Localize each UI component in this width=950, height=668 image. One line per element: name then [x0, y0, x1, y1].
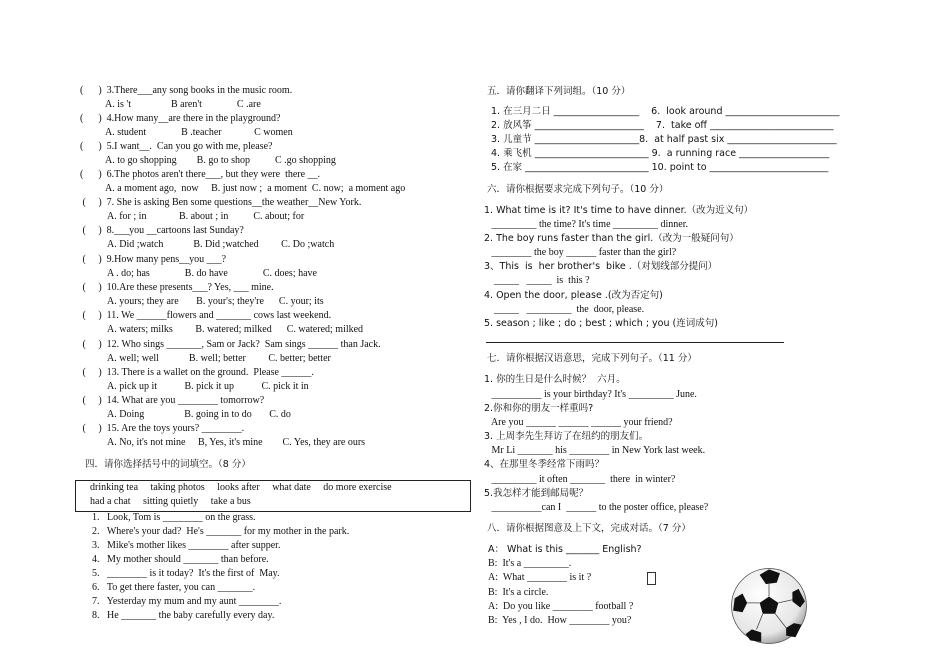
rewrite-line-3: 2. The boy runs faster than the girl.（改为一般疑问句） — [484, 233, 739, 244]
mc-question-9: ( ) 9.How many pens__you ___? — [80, 254, 227, 265]
fill-item-5: 5. ________ is it today? It's the first of May. — [92, 568, 280, 579]
mc-options-4: A. student B .teacher C women — [105, 127, 293, 138]
word-choice-row-2: had a chat sitting quietly take a bus — [90, 496, 251, 507]
section-5-title: 五．请你翻译下列词组。（10 分） — [487, 86, 631, 97]
answer-underline — [486, 342, 784, 343]
fill-item-7: 7. Yesterday my mum and my aunt ________. — [92, 596, 282, 607]
mc-question-4: ( ) 4.How many__are there in the playground? — [80, 113, 281, 124]
dialog-line-1: A： What is this _______ English? — [488, 544, 642, 555]
fill-item-6: 6. To get there faster, you can _______. — [92, 582, 256, 593]
complete-line-2: __________ is your birthday? It's _________ June. — [484, 389, 697, 400]
mc-options-14: A. Doing B. going in to do C. do — [107, 409, 291, 420]
mc-options-11: A. waters; milks B. watered; milked C. watered; milked — [107, 324, 364, 335]
fill-item-4: 4. My mother should _______ than before. — [92, 554, 269, 565]
rewrite-line-9: 5. season ; like ; do ; best ; which ; you (连词成句) — [484, 318, 718, 329]
fill-item-3: 3. Mike's mother likes ________ after supper. — [92, 540, 281, 551]
translate-row-3: 3. 儿童节 ______________________8. at half past six _______________________ — [491, 134, 837, 145]
dialog-line-4: B: It's a circle. — [488, 587, 549, 598]
mc-options-15: A. No, it's not mine B, Yes, it's mine C. Yes, they are ours — [107, 437, 366, 448]
mc-options-5: A. to go shopping B. go to shop C .go shopping — [105, 155, 336, 166]
soccer-ball-icon — [730, 567, 808, 645]
complete-line-8: _________ it often _______ there in winter? — [484, 474, 676, 485]
rewrite-line-8: _____ _________ the door, please. — [484, 304, 645, 315]
rewrite-line-6: _____ _____ is this ? — [484, 275, 590, 286]
word-choice-row-1: drinking tea taking photos looks after what date do more exercise — [90, 482, 392, 493]
section-4-title: 四．请你选择括号中的词填空。（8 分） — [85, 459, 251, 470]
complete-line-6: Mr Li _______ his ________ in New York last week. — [484, 445, 706, 456]
translate-row-1: 1. 在三月二日 __________________ 6. look around ________________________ — [491, 106, 840, 117]
empty-box-icon — [647, 572, 656, 585]
mc-options-6: A. a moment ago, now B. just now ; a moment C. now; a moment ago — [105, 183, 406, 194]
mc-question-8: ( ) 8.___you __cartoons last Sunday? — [80, 225, 244, 236]
mc-question-7: ( ) 7. She is asking Ben some questions__the weather__New York. — [80, 197, 362, 208]
mc-question-14: ( ) 14. What are you ________ tomorrow? — [80, 395, 265, 406]
fill-item-8: 8. He _______ the baby carefully every day. — [92, 610, 275, 621]
section-7-title: 七．请你根据汉语意思，完成下列句子。（11 分） — [487, 353, 697, 364]
fill-item-2: 2. Where's your dad? He's _______ for my mother in the park. — [92, 526, 350, 537]
complete-line-3: 2.你和你的朋友一样重吗? — [484, 403, 594, 414]
translate-row-5: 5. 在家 __________________________ 10. point to _________________________ — [491, 162, 829, 173]
dialog-line-3: A: What ________ is it ? — [488, 572, 592, 583]
mc-question-15: ( ) 15. Are the toys yours? ________. — [80, 423, 245, 434]
dialog-line-5: A: Do you like ________ football ? — [488, 601, 634, 612]
section-8-title: 八．请你根据图意及上下文，完成对话。（7 分） — [487, 523, 691, 534]
mc-question-11: ( ) 11. We ______flowers and _______ cows last weekend. — [80, 310, 332, 321]
mc-question-6: ( ) 6.The photos aren't there___, but they were there __. — [80, 169, 321, 180]
mc-question-3: ( ) 3.There___any song books in the music room. — [80, 85, 293, 96]
mc-options-13: A. pick up it B. pick it up C. pick it in — [107, 381, 309, 392]
translate-row-4: 4. 乘飞机 ________________________ 9. a running race ___________________ — [491, 148, 830, 159]
fill-item-1: 1. Look, Tom is ________ on the grass. — [92, 512, 256, 523]
mc-options-10: A. yours; they are B. your's; they're C. your; its — [107, 296, 324, 307]
mc-question-5: ( ) 5.I want__. Can you go with me, please? — [80, 141, 273, 152]
mc-options-7: A. for ; in B. about ; in C. about; for — [107, 211, 305, 222]
rewrite-line-4: ________ the boy ______ faster than the girl? — [484, 247, 677, 258]
mc-options-12: A. well; well B. well; better C. better; better — [107, 353, 331, 364]
complete-line-5: 3. 上周李先生拜访了在纽约的朋友们。 — [484, 431, 649, 442]
mc-question-13: ( ) 13. There is a wallet on the ground. Please ______. — [80, 367, 314, 378]
mc-options-3: A. is 't B aren't C .are — [105, 99, 261, 110]
complete-line-7: 4、在那里冬季经常下雨吗？ — [484, 459, 605, 470]
rewrite-line-2: _________ the time? It's time _________ dinner. — [484, 219, 688, 230]
dialog-line-6: B: Yes , I do. How ________ you? — [488, 615, 632, 626]
complete-line-4: Are you ______ ______ ______ your friend? — [484, 417, 673, 428]
mc-options-8: A. Did ;watch B. Did ;watched C. Do ;watch — [107, 239, 335, 250]
complete-line-9: 5.我怎样才能到邮局呢？ — [484, 488, 589, 499]
rewrite-line-1: 1. What time is it? It's time to have dinner.（改为近义句） — [484, 205, 754, 216]
mc-question-10: ( ) 10.Are these presents___? Yes, ___ mine. — [80, 282, 274, 293]
mc-options-9: A . do; has B. do have C. does; have — [107, 268, 317, 279]
complete-line-1: 1. 你的生日是什么时候？ 六月。 — [484, 374, 626, 385]
rewrite-line-7: 4. Open the door, please .(改为否定句) — [484, 290, 663, 301]
mc-question-12: ( ) 12. Who sings _______, Sam or Jack? Sam sings ______ than Jack. — [80, 339, 381, 350]
rewrite-line-5: 3、This is her brother's bike .（对划线部分提问） — [484, 261, 718, 272]
translate-row-2: 2. 放风筝 _______________________ 7. take off __________________________ — [491, 120, 834, 131]
dialog-line-2: B: It's a _________. — [488, 558, 572, 569]
section-6-title: 六．请你根据要求完成下列句子。（10 分） — [487, 184, 669, 195]
complete-line-10: __________can I ______ to the poster office, please? — [484, 502, 709, 513]
